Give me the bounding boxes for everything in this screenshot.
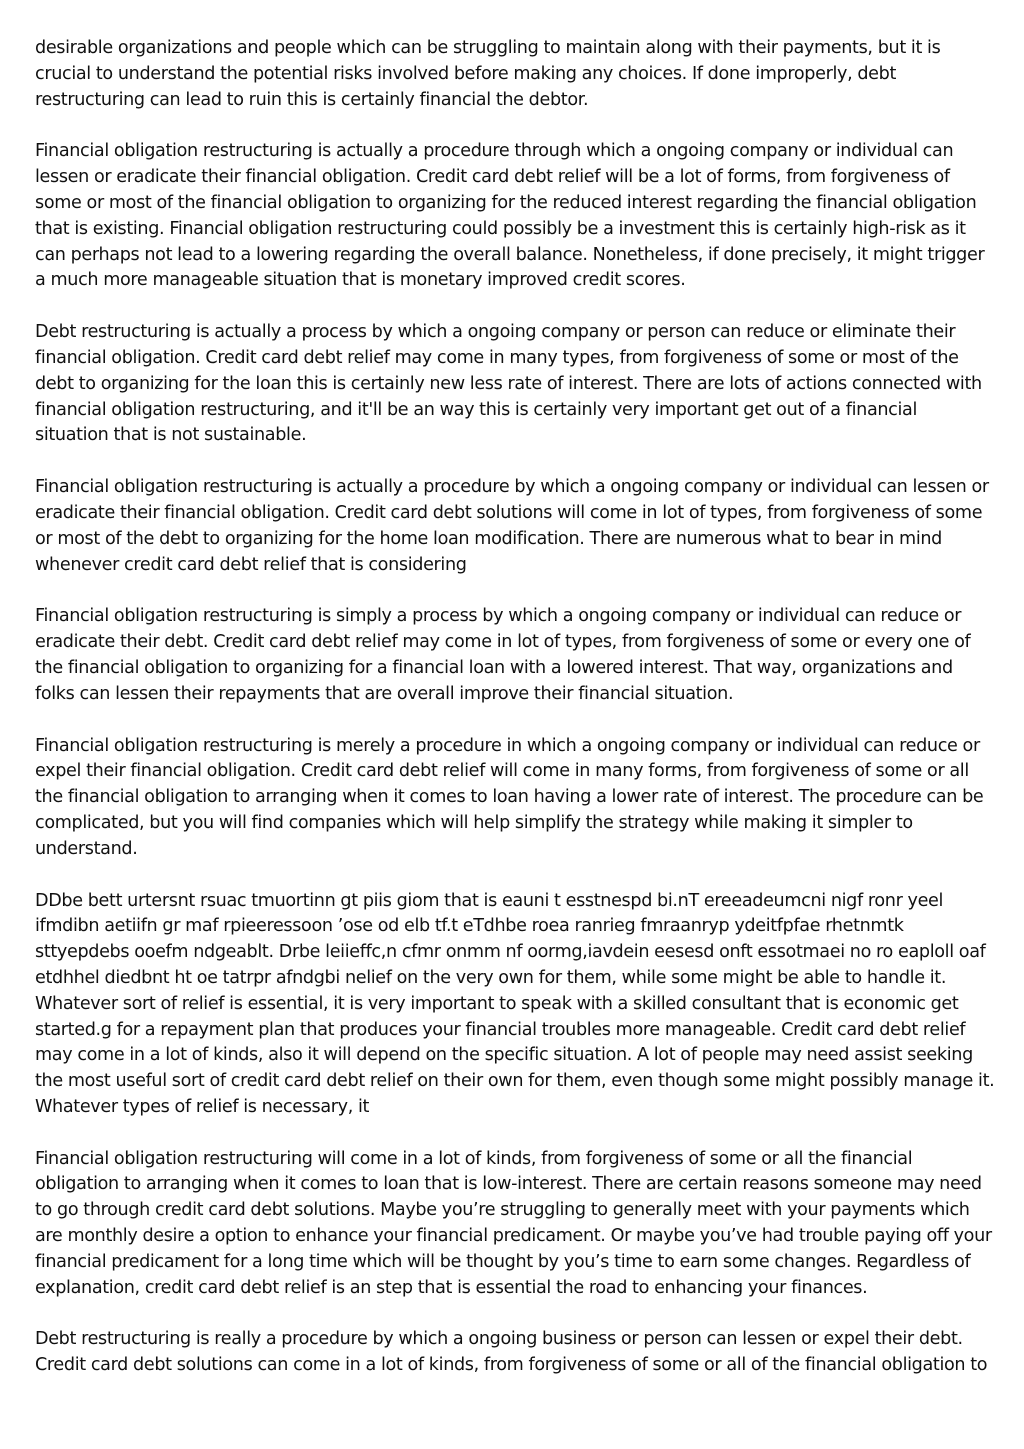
paragraph-2: Financial obligation restructuring is actually a procedure through which a ongoing company or individual can lessen or eradicate their financial obligation. Credit card debt relief will be a lot of forms, from forgiveness of some or most of the financial obligation to organizing for the reduced interest regarding the financial obligation that is existing. Financial obligation restructuring could possibly be a investment this is certainly high-risk as it can perhaps not lead to a lowering regarding the overall balance. Nonetheless, if done precisely, it might trigger a much more manageable situation that is monetary improved credit scores.: [35, 141, 985, 291]
paragraph-7: DDbe bett urtersnt rsuac tmuortinn gt piis giom that is eauni t esstnespd bi.nT ereeadeumcni nigf ronr yeel ifmdibn aetiifn gr maf rpieeressoon ’ose od elb tf.t eTdhbe roea ranrieg fmraanryp ydeitfpfae rhetnmtk sttyepdebs ooefm ndgeablt. Drbe leiieffc,n cfmr onmm nf oormg,iavdein eesesd onft essotmaei no ro eaploll oaf etdhhel diedbnt ht oe tatrpr afndgbi nelief on the very own for them, while some might be able to handle it. Whatever sort of relief is essential, it is very important to speak with a skilled consultant that is economic get started.g for a repayment plan that produces your financial troubles more manageable. Credit card debt relief may come in a lot of kinds, also it will depend on the specific situation. A lot of people may need assist seeking the most useful sort of credit card debt relief on their own for them, even though some might possibly manage it. Whatever types of relief is necessary, it: [35, 890, 995, 1117]
paragraph-9: Debt restructuring is really a procedure by which a ongoing business or person can lessen or expel their debt. Credit card debt solutions can come in a lot of kinds, from forgiveness of some or all of the financial obligation to: [35, 1329, 988, 1376]
paragraph-4: Financial obligation restructuring is actually a procedure by which a ongoing company or individual can lessen or eradicate their financial obligation. Credit card debt solutions will come in lot of types, from forgiveness of some or most of the debt to organizing for the home loan modification. There are numerous what to bear in mind whenever credit card debt relief that is considering: [35, 477, 989, 575]
paragraph-1: desirable organizations and people which can be struggling to maintain along with their payments, but it is crucial to understand the potential risks involved before making any choices. If done improperly, debt restructuring can lead to ruin this is certainly financial the debtor.: [35, 38, 941, 110]
paragraph-5: Financial obligation restructuring is simply a process by which a ongoing company or individual can reduce or eradicate their debt. Credit card debt relief may come in lot of types, from forgiveness of some or every one of the financial obligation to organizing for a financial loan with a lowered interest. That way, organizations and folks can lessen their repayments that are overall improve their financial situation.: [35, 606, 971, 704]
paragraph-6: Financial obligation restructuring is merely a procedure in which a ongoing company or individual can reduce or expel their financial obligation. Credit card debt relief will come in many forms, from forgiveness of some or all the financial obligation to arranging when it comes to loan having a lower rate of interest. The procedure can be complicated, but you will find companies which will help simplify the strategy while making it simpler to understand.: [35, 735, 984, 859]
paragraph-8: Financial obligation restructuring will come in a lot of kinds, from forgiveness of some or all the financial obligation to arranging when it comes to loan that is low-interest. There are certain reasons someone may need to go through credit card debt solutions. Maybe you’re struggling to generally meet with your payments which are monthly desire a option to enhance your financial predicament. Or maybe you’ve had trouble paying off your financial predicament for a long time which will be thought by you’s time to earn some changes. Regardless of explanation, credit card debt relief is an step that is essential the road to enhancing your finances.: [35, 1148, 992, 1298]
document-body: [35, 36, 995, 1405]
paragraph-3: Debt restructuring is actually a process by which a ongoing company or person can reduce or eliminate their financial obligation. Credit card debt relief may come in many types, from forgiveness of some or most of the debt to organizing for the loan this is certainly new less rate of interest. There are lots of actions connected with financial obligation restructuring, and it'll be an way this is certainly very important get out of a financial situation that is not sustainable.: [35, 322, 982, 446]
